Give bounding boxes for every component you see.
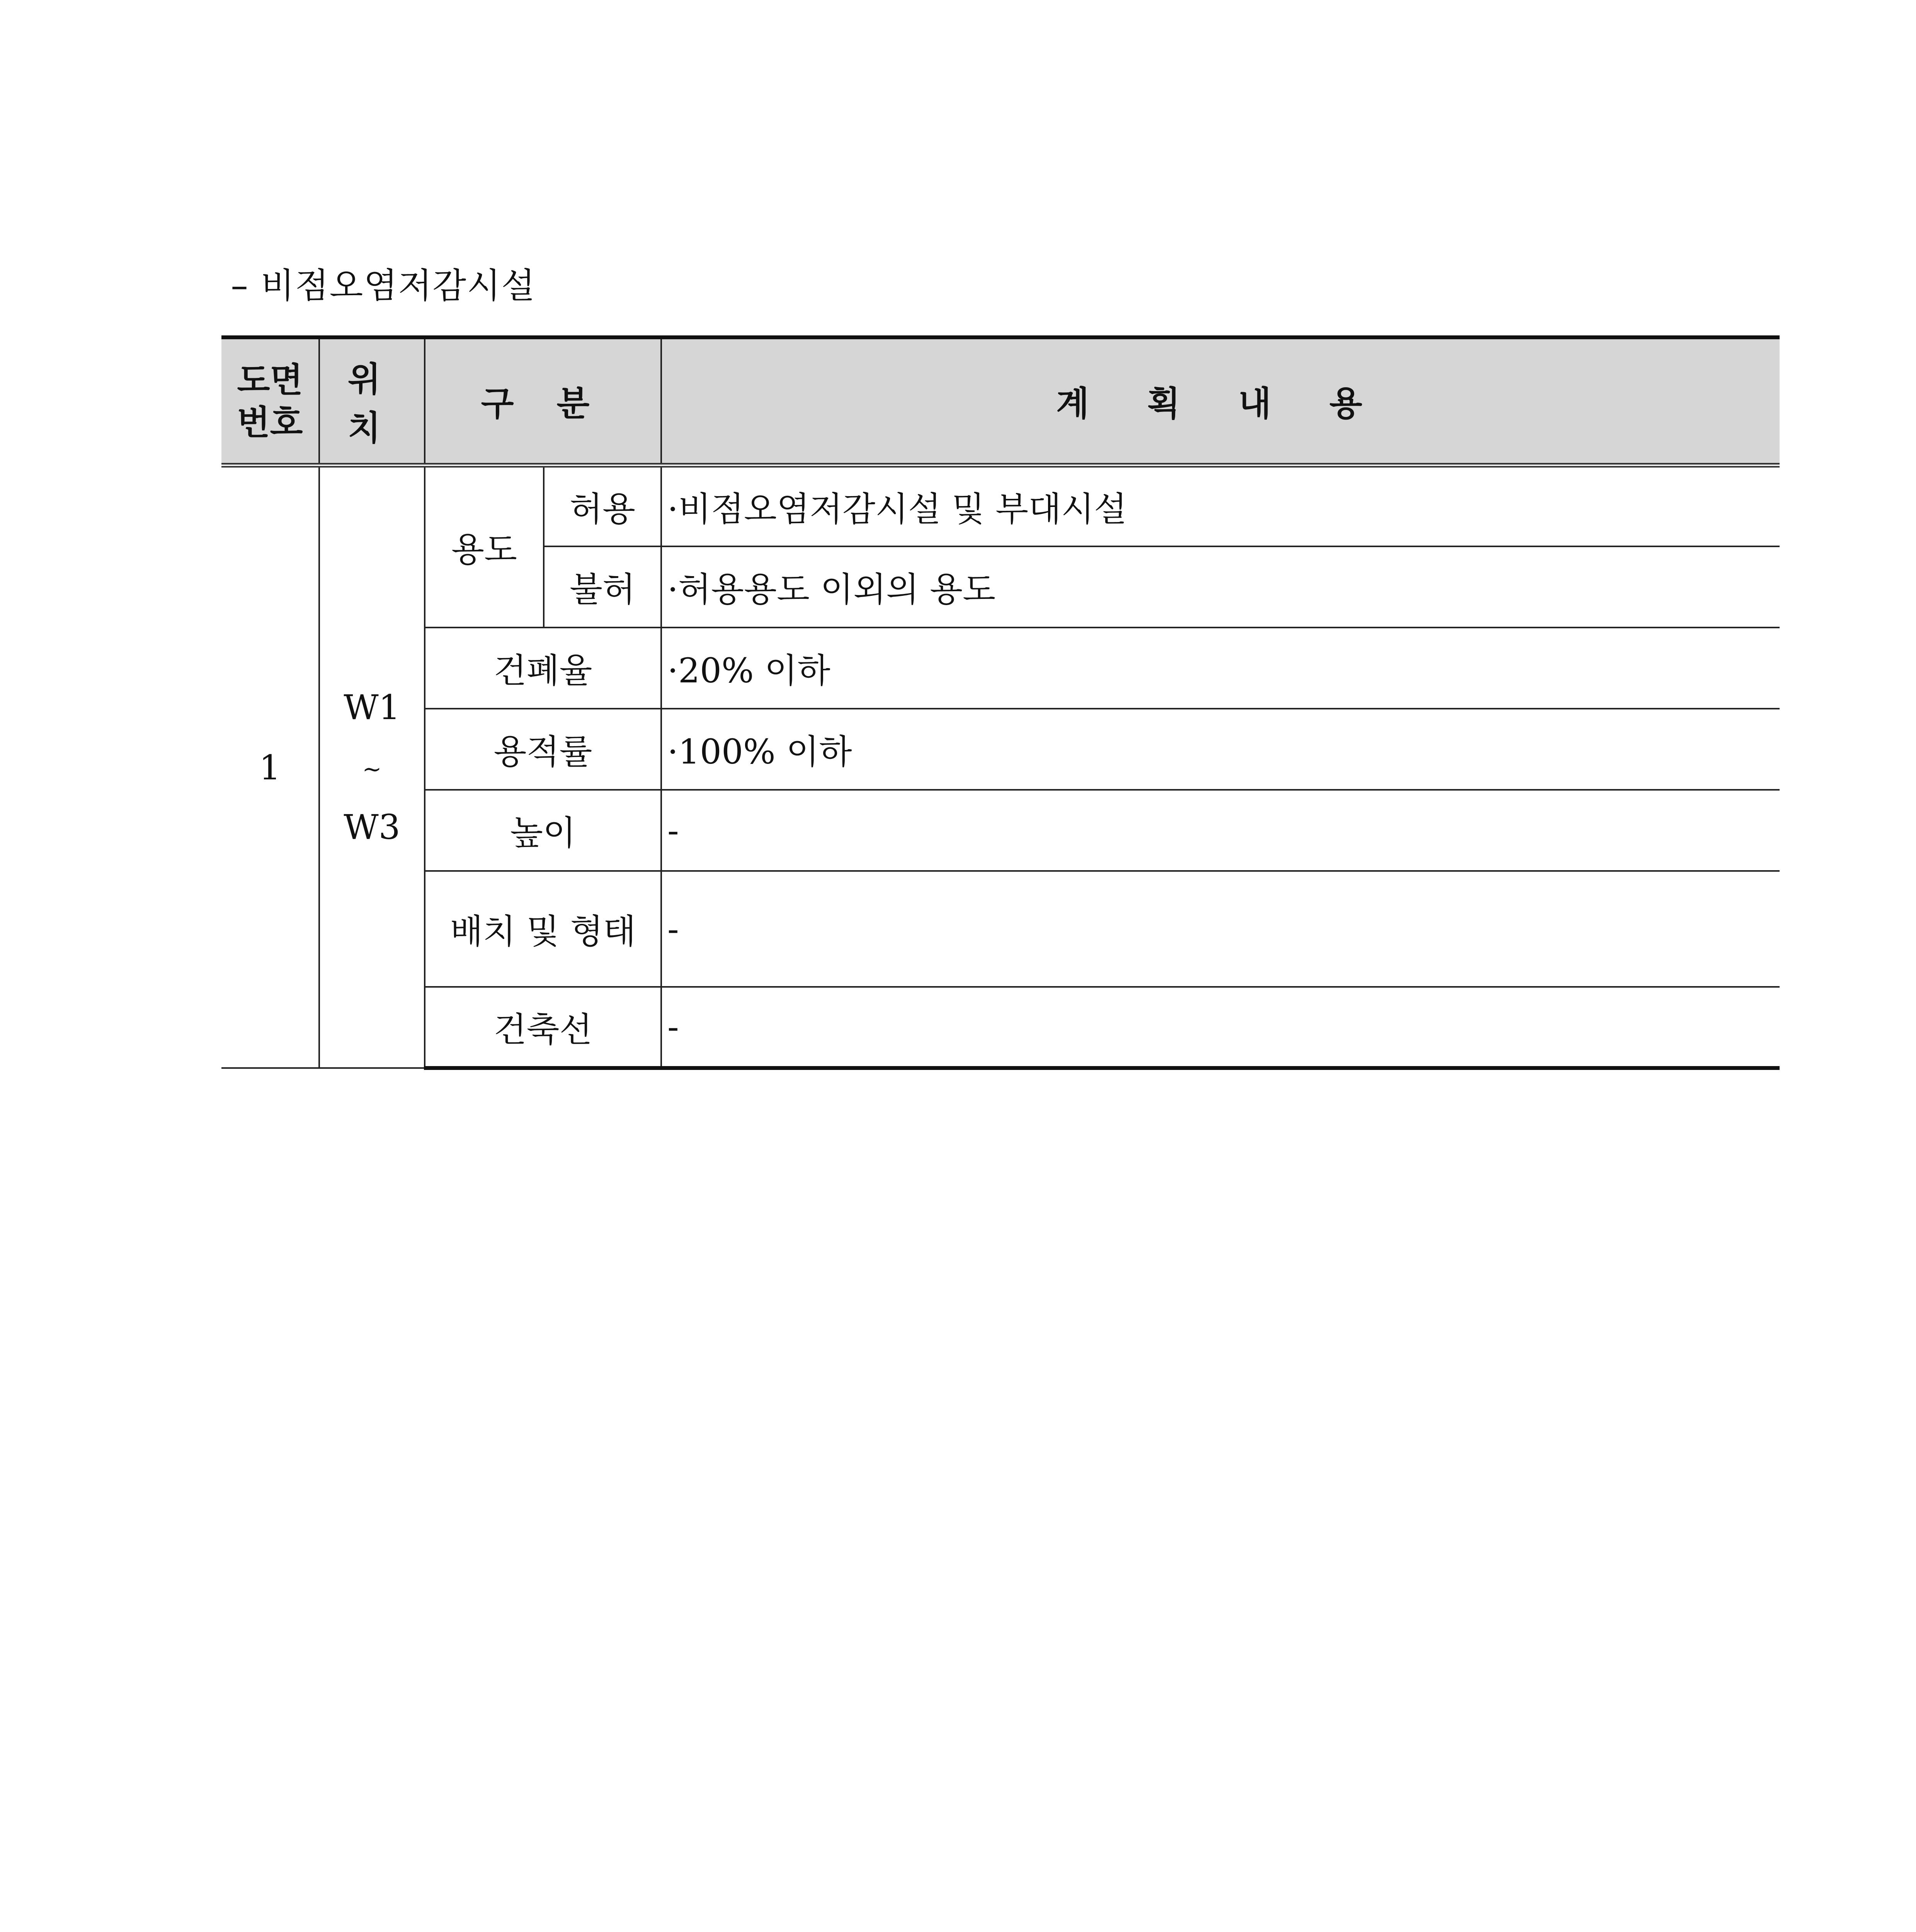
location-separator: ~ <box>362 756 382 783</box>
coverage-label: 건폐율 <box>425 628 661 709</box>
use-prohibited-value: ·허용용도 이외의 용도 <box>661 546 1780 628</box>
building-line-value: - <box>661 987 1780 1068</box>
far-label: 용적률 <box>425 709 661 790</box>
use-allowed-label: 허용 <box>544 465 661 546</box>
header-drawing-no <box>221 337 319 465</box>
table-row <box>221 790 1780 871</box>
header-row <box>221 337 1780 465</box>
header-plan-content: 계 획 내 용 <box>661 337 1780 465</box>
section-title: – 비점오염저감시설 <box>231 265 536 306</box>
table-row <box>221 987 1780 1068</box>
header-drawing-no-line2: 번호 <box>237 402 303 442</box>
drawing-number-cell: 1 <box>221 465 319 1068</box>
header-location: 위 치 <box>319 337 425 465</box>
use-allowed-value: ·비점오염저감시설 및 부대시설 <box>661 465 1780 546</box>
table-row <box>221 628 1780 709</box>
table-row <box>221 871 1780 987</box>
layout-value: - <box>661 871 1780 987</box>
far-value: ·100% 이하 <box>661 709 1780 790</box>
location-cell <box>319 465 425 1068</box>
coverage-value: ·20% 이하 <box>661 628 1780 709</box>
height-label: 높이 <box>425 790 661 871</box>
location-from: W1 <box>344 687 400 727</box>
table-row <box>221 709 1780 790</box>
location-to: W3 <box>344 807 400 847</box>
plan-table <box>221 335 1780 1070</box>
table-row <box>221 465 1780 546</box>
height-value: - <box>661 790 1780 871</box>
use-prohibited-label: 불허 <box>544 546 661 628</box>
building-line-label: 건축선 <box>425 987 661 1068</box>
layout-label: 배치 및 형태 <box>425 871 661 987</box>
use-group-label: 용도 <box>425 465 544 628</box>
header-category: 구 분 <box>425 337 661 465</box>
header-drawing-no-line1: 도면 <box>237 360 303 400</box>
